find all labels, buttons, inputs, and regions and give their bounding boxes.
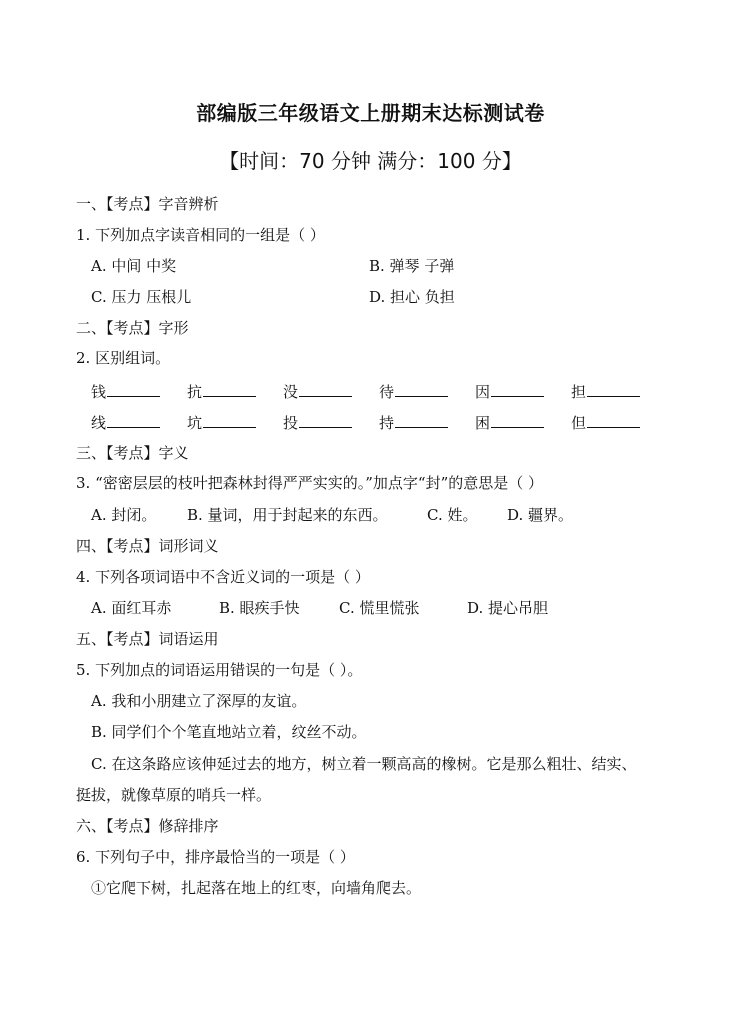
question-3-option-a: A. 封闭。: [91, 506, 157, 524]
question-5-option-b: B. 同学们个个笔直地站立着，纹丝不动。: [91, 723, 367, 741]
question-4-option-a: A. 面红耳赤: [91, 599, 172, 617]
question-5-stem: 5. 下列加点的词语运用错误的一句是（ ）。: [76, 661, 363, 679]
question-1-stem: 1. 下列加点字读音相同的一组是（ ）: [76, 226, 325, 244]
question-5-option-c-line-2: 挺拔，就像草原的哨兵一样。: [76, 786, 272, 804]
page-title: 部编版三年级语文上册期末达标测试卷: [196, 101, 545, 125]
word-group-item: 持: [379, 412, 448, 433]
question-1-option-c: C. 压力 压根儿: [91, 288, 192, 306]
question-3-option-b: B. 量词，用于封起来的东西。: [187, 506, 388, 524]
word-group-item: 没: [283, 381, 352, 402]
question-4-option-b: B. 眼疾手快: [219, 599, 300, 617]
question-4-stem: 4. 下列各项词语中不含近义词的一项是（ ）: [76, 568, 370, 586]
question-1-option-a: A. 中间 中奖: [91, 257, 177, 275]
word-group-item: 因: [475, 381, 544, 402]
question-4-option-d: D. 提心吊胆: [467, 599, 549, 617]
question-3-option-c: C. 姓。: [427, 506, 478, 524]
section-heading-5: 五、【考点】词语运用: [76, 630, 219, 648]
word-group-item: 线: [91, 412, 160, 433]
word-group-item: 投: [283, 412, 352, 433]
section-heading-3: 三、【考点】字义: [76, 444, 189, 462]
word-group-item: 钱: [91, 381, 160, 402]
question-2-stem: 2. 区别组词。: [76, 349, 171, 367]
word-group-item: 待: [379, 381, 448, 402]
word-group-item: 但: [571, 412, 640, 433]
section-heading-6: 六、【考点】修辞排序: [76, 817, 219, 835]
question-6-stem: 6. 下列句子中，排序最恰当的一项是（ ）: [76, 848, 355, 866]
question-1-option-d: D. 担心 负担: [369, 288, 455, 306]
word-group-item: 困: [475, 412, 544, 433]
question-3-option-d: D. 疆界。: [507, 506, 574, 524]
word-group-item: 担: [571, 381, 640, 402]
question-5-option-a: A. 我和小朋建立了深厚的友谊。: [91, 692, 307, 710]
word-group-item: 坑: [187, 412, 256, 433]
section-heading-4: 四、【考点】词形词义: [76, 537, 219, 555]
question-5-option-c-line-1: C. 在这条路应该伸延过去的地方，树立着一颗高高的橡树。它是那么粗壮、结实、: [91, 755, 637, 773]
question-1-option-b: B. 弹琴 子弹: [369, 257, 455, 275]
section-heading-1: 一、【考点】字音辨析: [76, 195, 219, 213]
question-3-stem: 3. “密密层层的枝叶把森林封得严严实实的。”加点字“封”的意思是（ ）: [76, 474, 544, 492]
section-heading-2: 二、【考点】字形: [76, 319, 189, 337]
word-group-item: 抗: [187, 381, 256, 402]
question-6-sentence-1: ①它爬下树，扎起落在地上的红枣，向墙角爬去。: [91, 879, 422, 897]
question-4-option-c: C. 慌里慌张: [339, 599, 420, 617]
page-subtitle: 【时间：70 分钟 满分：100 分】: [219, 149, 522, 173]
